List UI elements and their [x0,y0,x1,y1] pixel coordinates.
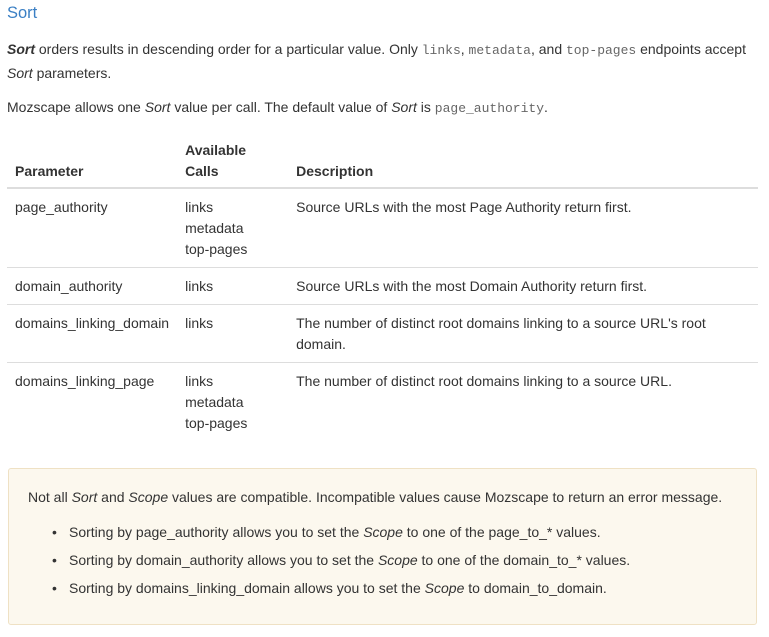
list-item-suffix: to one of the domain_to_* values. [417,552,631,568]
header-description: Description [288,138,758,188]
cell-description: The number of distinct root domains linking to a source URL's root domain. [288,305,758,363]
scope-term: Scope [128,489,169,505]
list-item [52,549,630,571]
cell-calls [177,305,288,363]
callout-list [52,521,630,605]
header-available-calls [177,138,288,188]
header-calls-line1: Available [185,142,247,158]
call-item: links [185,199,214,215]
code-top-pages: top-pages [566,43,637,58]
call-item: links [185,278,214,294]
call-item: metadata [185,220,244,236]
call-item: top-pages [185,415,248,431]
table-row [7,268,758,305]
bullet-icon: • [52,580,57,596]
call-item: metadata [185,394,244,410]
cell-calls [177,188,288,268]
bullet-icon: • [52,524,57,540]
cell-parameter: domains_linking_domain [7,305,177,363]
table-row [7,188,758,268]
default-text: value per call. The default value of [170,99,392,115]
list-item [52,577,630,599]
intro-text: orders results in descending order for a particular value. Only [35,41,422,57]
bullet-icon: • [52,552,57,568]
intro-and: , and [530,41,566,57]
section-title: Sort [7,4,38,22]
list-item-prefix: Sorting by domain_authority allows you to set the [69,552,378,568]
list-item-prefix: Sorting by page_authority allows you to set the [69,524,364,540]
sort-term: Sort [7,41,35,57]
intro-text: endpoints accept [636,41,746,57]
call-item: top-pages [185,241,248,257]
callout-text-part: Not all [28,489,72,505]
table-row [7,363,758,442]
intro-paragraph [7,38,752,84]
intro-text: parameters. [32,65,112,81]
cell-parameter: domains_linking_page [7,363,177,442]
call-item: links [185,373,214,389]
cell-calls [177,363,288,442]
cell-description: Source URLs with the most Page Authority return first. [296,199,632,215]
cell-description: Source URLs with the most Domain Authority return first. [288,268,758,305]
sort-term: Sort [391,99,417,115]
cell-description: The number of distinct root domains linking to a source URL. [288,363,758,442]
code-metadata: metadata [468,43,531,58]
sort-term: Sort [71,489,98,505]
table-header-row [7,138,758,188]
callout-text-part: values are compatible. Incompatible values cause Mozscape to return an error message. [168,489,723,505]
list-item-suffix: to domain_to_domain. [464,580,607,596]
header-calls-line2: Calls [185,163,219,179]
cell-parameter: page_authority [15,199,108,215]
sort-parameters-table [7,138,758,441]
list-item-suffix: to one of the page_to_* values. [402,524,601,540]
table-row [7,305,758,363]
list-item [52,521,630,543]
callout-text [28,486,722,508]
compatibility-callout [8,468,757,625]
list-item-prefix: Sorting by domains_linking_domain allows you to set the [69,580,425,596]
scope-term: Scope [363,524,403,540]
default-text: . [544,99,548,115]
header-parameter: Parameter [7,138,177,188]
default-paragraph [7,96,752,120]
code-default-value: page_authority [434,101,545,116]
scope-term: Scope [377,552,418,568]
default-text: is [416,99,435,115]
sort-term: Sort [144,99,171,115]
callout-text-part: and [97,489,129,505]
default-text: Mozscape allows one [7,99,145,115]
cell-parameter: domain_authority [7,268,177,305]
cell-calls [177,268,288,305]
intro-comma: , [460,41,469,57]
code-links: links [421,43,461,58]
scope-term: Scope [424,580,465,596]
sort-term: Sort [7,65,33,81]
call-item: links [185,315,214,331]
